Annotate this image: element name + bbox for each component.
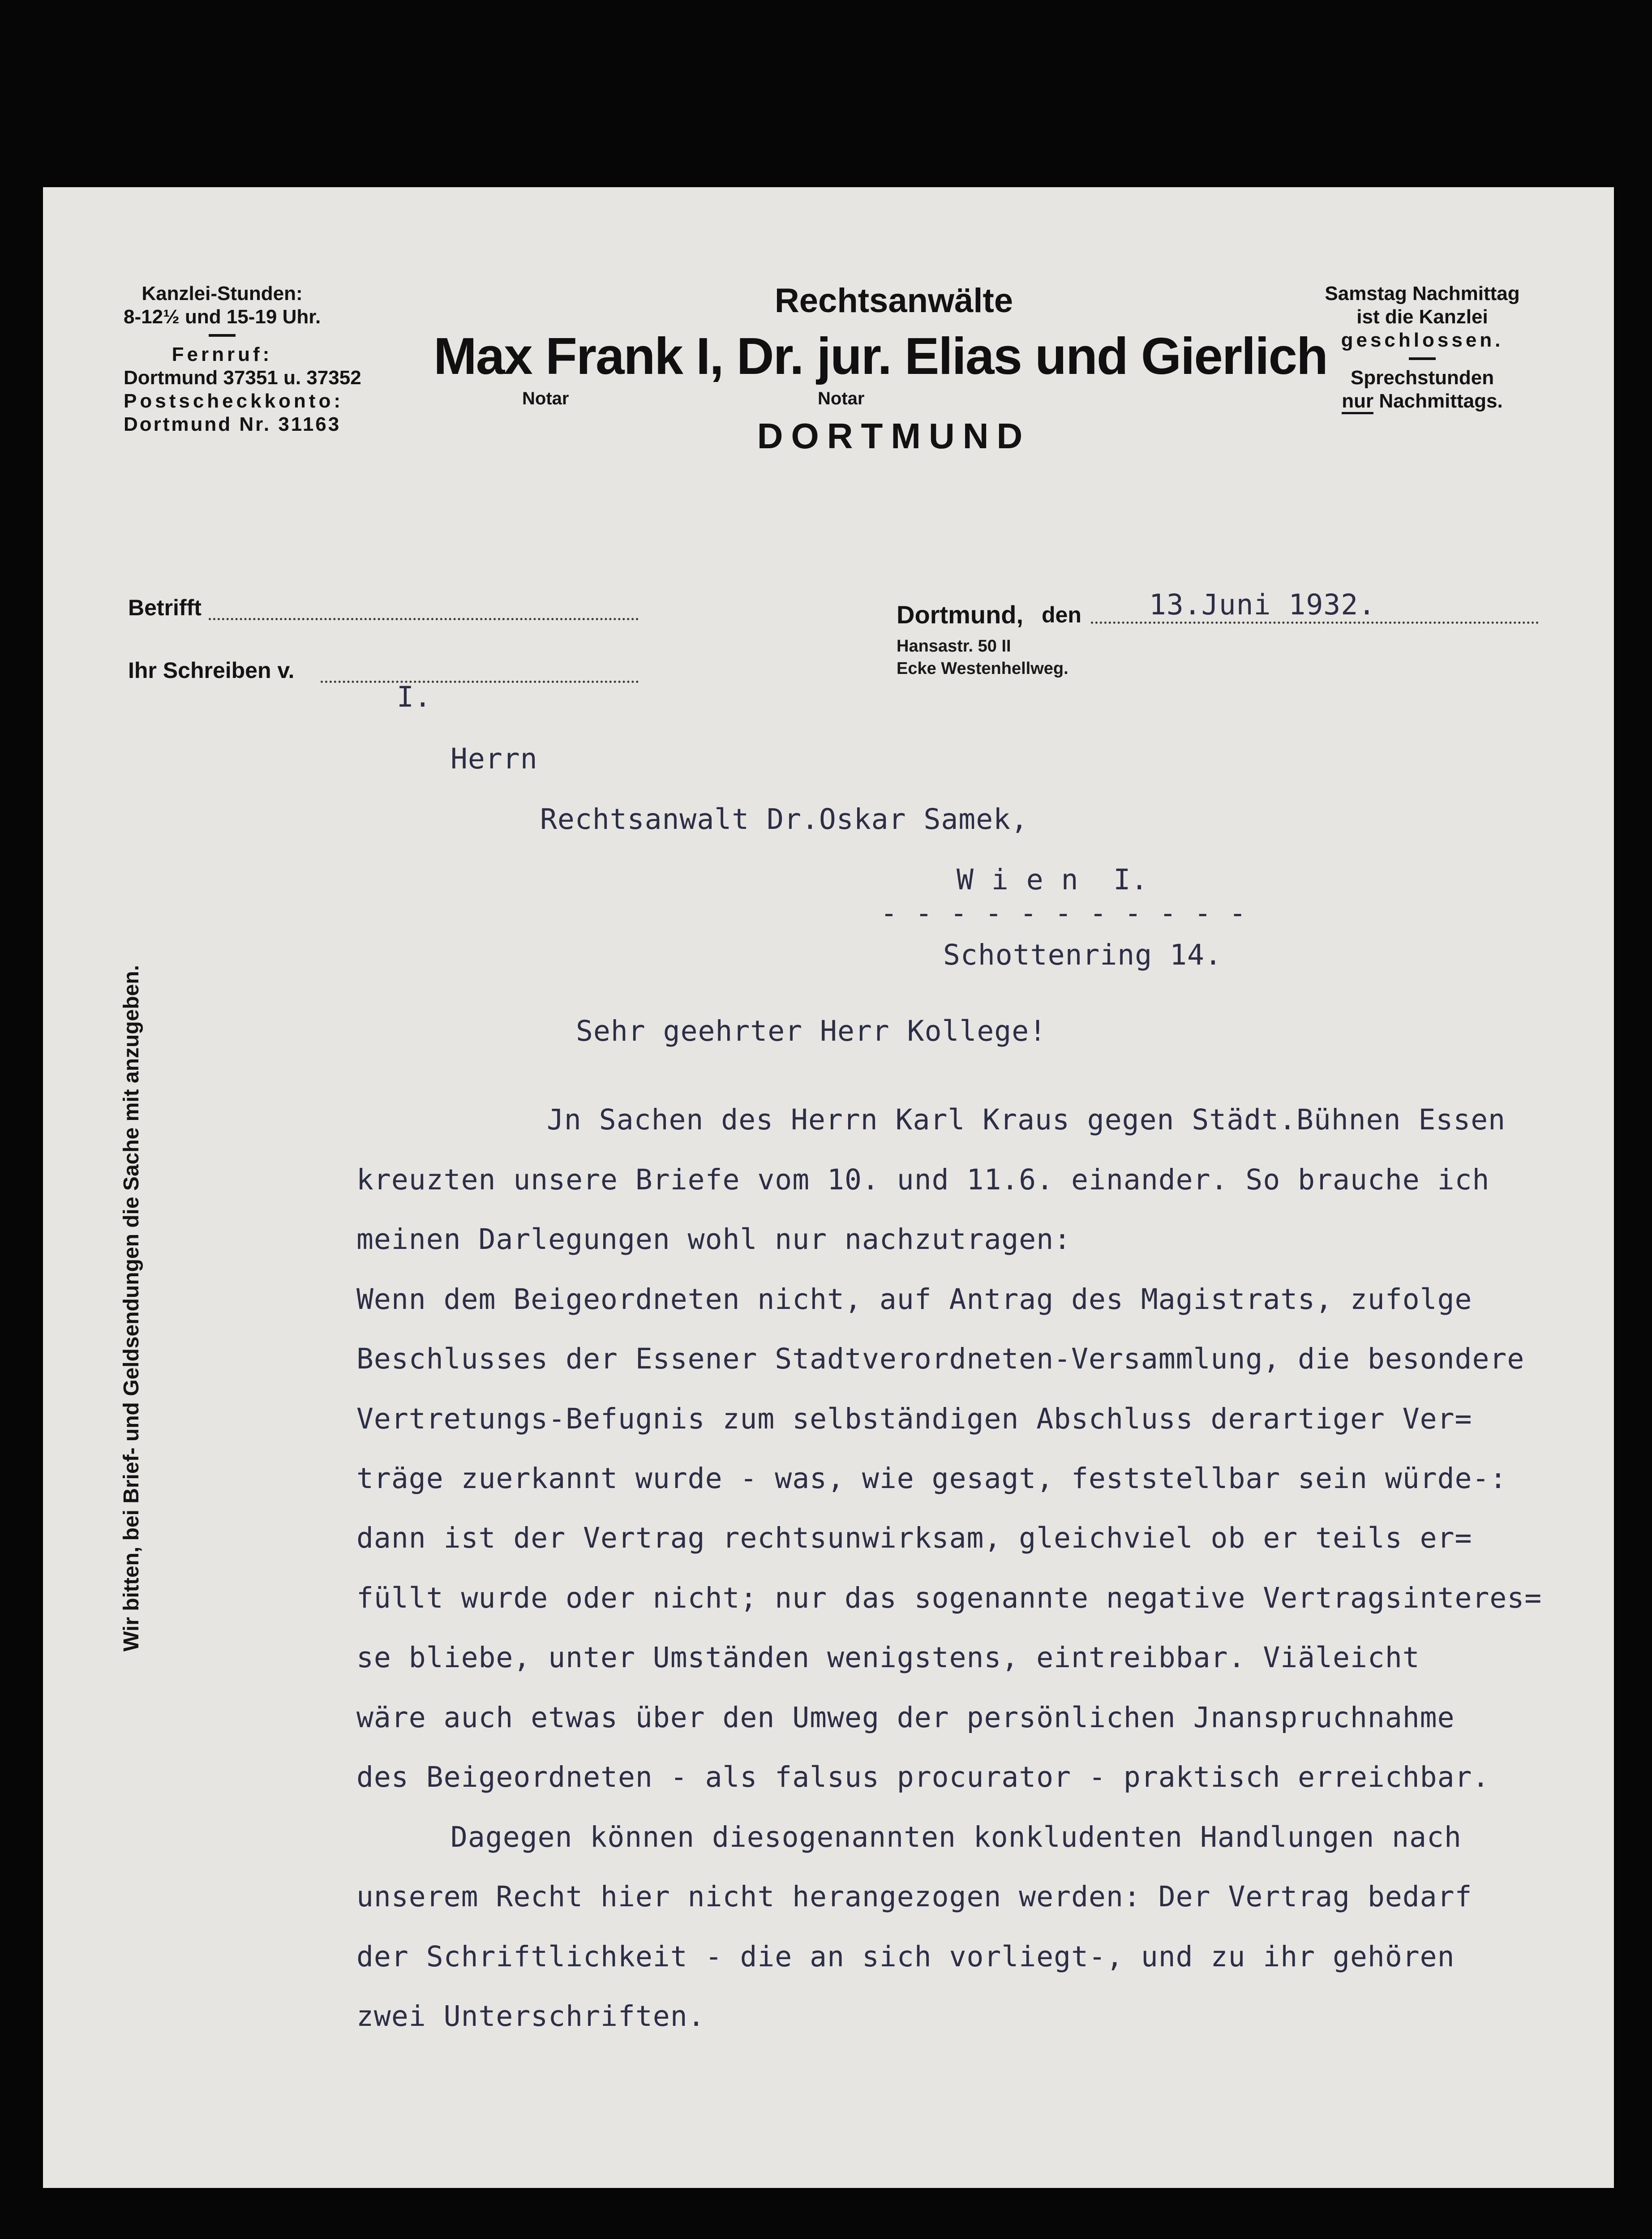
office-hours-label: Kanzlei-Stunden: xyxy=(142,283,303,305)
consultation-label: Sprechstunden xyxy=(1350,367,1494,389)
closing-note-line-2: ist die Kanzlei xyxy=(1356,306,1488,328)
subject-label: Betrifft xyxy=(128,595,202,620)
body-line: der Schriftlichkeit - die an sich vorliegt-, und zu ihr gehören xyxy=(356,1940,1455,1973)
reference-mark: I. xyxy=(397,681,432,713)
date-dotted-line xyxy=(1091,622,1539,624)
body-line: füllt wurde oder nicht; nur das sogenannte negative Vertragsinteres= xyxy=(356,1582,1542,1614)
your-letter-dotted-line xyxy=(321,681,639,683)
recipient-name: Rechtsanwalt Dr.Oskar Samek, xyxy=(540,803,1029,836)
body-line: dann ist der Vertrag rechtsunwirksam, gleichviel ob er teils er= xyxy=(356,1522,1472,1554)
letter-date: 13.Juni 1932. xyxy=(1149,588,1376,621)
side-note: Wir bitten, bei Brief- und Geldsendungen die Sache mit anzugeben. xyxy=(120,965,143,1651)
closing-hours-block xyxy=(1306,282,1539,413)
office-hours-block xyxy=(124,282,361,436)
postal-account-label: Postscheckkonto: xyxy=(124,390,343,412)
consultation-afternoons: Nachmittags. xyxy=(1379,390,1503,412)
firm-names: Max Frank I, Dr. jur. Elias und Gierlich xyxy=(433,327,1327,385)
office-address xyxy=(897,635,1068,680)
recipient-city-underline: - - - - - - - - - - - xyxy=(880,897,1247,930)
consultation-times xyxy=(1306,390,1539,413)
subject-dotted-line xyxy=(209,618,639,620)
divider xyxy=(1409,357,1436,360)
place-label: Dortmund, xyxy=(897,600,1024,629)
body-line: des Beigeordneten - als falsus procurator - praktisch erreichbar. xyxy=(356,1761,1490,1793)
body-line: se bliebe, unter Umständen wenigstens, eintreibbar. Viäleicht xyxy=(356,1641,1420,1674)
notar-label-1: Notar xyxy=(522,389,569,408)
divider xyxy=(209,334,236,337)
body-line: Wenn dem Beigeordneten nicht, auf Antrag des Magistrats, zufolge xyxy=(356,1283,1472,1316)
body-line: träge zuerkannt wurde - was, wie gesagt, feststellbar sein würde-: xyxy=(356,1462,1507,1495)
phone-value: Dortmund 37351 u. 37352 xyxy=(124,367,361,389)
closing-note-line-3: geschlossen. xyxy=(1341,329,1504,351)
body-line: zwei Unterschriften. xyxy=(356,2000,705,2033)
office-hours-value: 8-12½ und 15-19 Uhr. xyxy=(124,306,321,328)
body-line: Vertretungs-Befugnis zum selbständigen Abschluss derartiger Ver= xyxy=(356,1403,1472,1435)
recipient-street: Schottenring 14. xyxy=(943,939,1222,971)
body-line: meinen Darlegungen wohl nur nachzutragen: xyxy=(356,1223,1072,1256)
postal-account-value: Dortmund Nr. 31163 xyxy=(124,413,341,435)
profession-heading: Rechtsanwälte xyxy=(774,282,1013,320)
letter-sheet xyxy=(43,187,1614,2188)
office-corner: Ecke Westenhellweg. xyxy=(897,659,1068,678)
body-line: Beschlusses der Essener Stadtverordneten-Versammlung, die besondere xyxy=(356,1343,1525,1375)
city-heading: DORTMUND xyxy=(757,416,1031,456)
notar-label-2: Notar xyxy=(818,389,865,408)
date-label: den xyxy=(1042,602,1081,627)
closing-note-line-1: Samstag Nachmittag xyxy=(1325,283,1520,305)
body-line: kreuzten unsere Briefe vom 10. und 11.6. einander. So brauche ich xyxy=(356,1163,1490,1196)
greeting: Sehr geehrter Herr Kollege! xyxy=(576,1015,1047,1047)
office-street: Hansastr. 50 II xyxy=(897,637,1011,656)
recipient-city: W i e n I. xyxy=(957,863,1149,896)
salutation-herrn: Herrn xyxy=(451,742,538,775)
body-line: wäre auch etwas über den Umweg der persönlichen Jnanspruchnahme xyxy=(356,1701,1455,1734)
body-line: Jn Sachen des Herrn Karl Kraus gegen Städt.Bühnen Essen xyxy=(547,1103,1506,1136)
phone-label: Fernruf: xyxy=(172,343,273,365)
body-line: Dagegen können diesogenannten konkludenten Handlungen nach xyxy=(451,1821,1462,1853)
consultation-only-word: nur xyxy=(1342,390,1373,414)
body-line: unserem Recht hier nicht herangezogen werden: Der Vertrag bedarf xyxy=(356,1880,1472,1913)
your-letter-label: Ihr Schreiben v. xyxy=(128,658,295,683)
